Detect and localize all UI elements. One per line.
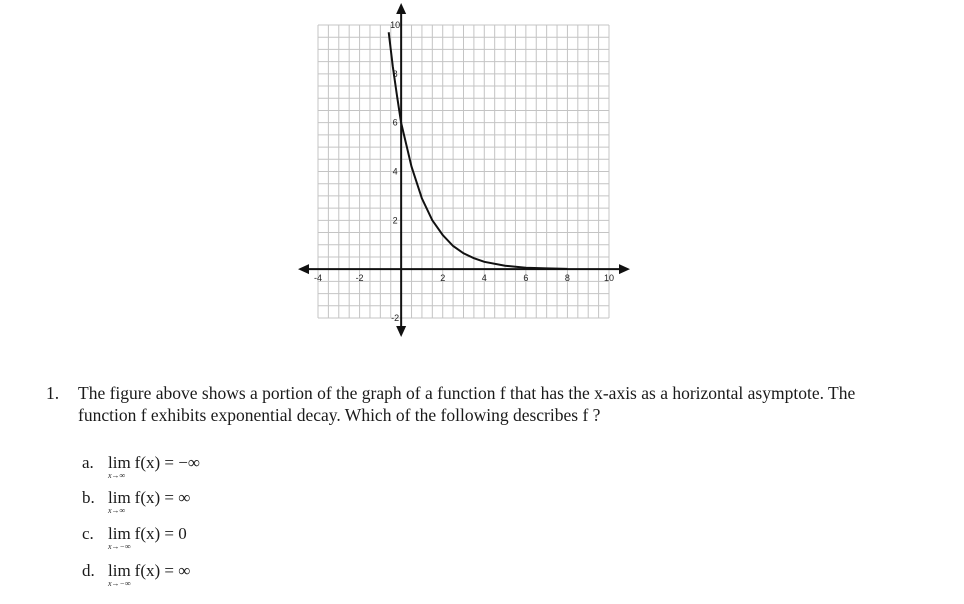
lim-operator: lim [108, 524, 131, 543]
y-tick-label: 8 [392, 68, 398, 79]
limit-expression: f(x) = 0 [134, 524, 187, 543]
x-tick-label: -4 [313, 273, 323, 284]
lim-subscript: x→∞ [108, 506, 126, 515]
y-axis-arrow-down [396, 326, 406, 337]
x-tick-label: 2 [440, 273, 446, 284]
lim-operator: lim [108, 453, 131, 472]
lim-operator: lim [108, 561, 131, 580]
limit-expression: f(x) = ∞ [134, 561, 191, 580]
function-curve [389, 32, 568, 269]
x-tick-label: -2 [355, 273, 364, 284]
limit-expression: f(x) = −∞ [134, 453, 200, 472]
y-tick-label: 4 [392, 166, 398, 177]
y-tick-label: 2 [392, 215, 398, 226]
y-tick-label: 10 [390, 20, 401, 30]
choice-letter: a. [82, 453, 94, 472]
y-tick-label: -2 [391, 313, 400, 323]
choice-letter: b. [82, 488, 95, 507]
lim-subscript: x→−∞ [108, 579, 131, 588]
y-axis-arrow-up [396, 3, 406, 14]
x-axis-arrow-right [619, 264, 630, 274]
choice-letter: d. [82, 561, 95, 580]
lim-operator: lim [108, 488, 131, 507]
x-tick-label: 6 [523, 273, 529, 284]
question-text: The figure above shows a portion of the graph of a function f that has the x-axis as a horizontal asymptote. The function f exhibits exponential decay. Which of the following describes f ? [78, 383, 856, 425]
lim-subscript: x→∞ [108, 471, 126, 480]
lim-subscript: x→−∞ [108, 542, 131, 551]
x-tick-label: 8 [564, 273, 570, 284]
x-tick-label: 4 [481, 273, 487, 284]
choice-letter: c. [82, 524, 94, 543]
limit-expression: f(x) = ∞ [134, 488, 191, 507]
x-axis-arrow-left [298, 264, 309, 274]
question-number: 1. [46, 383, 60, 403]
y-tick-label: 6 [392, 117, 398, 128]
x-tick-label: 10 [603, 273, 615, 284]
